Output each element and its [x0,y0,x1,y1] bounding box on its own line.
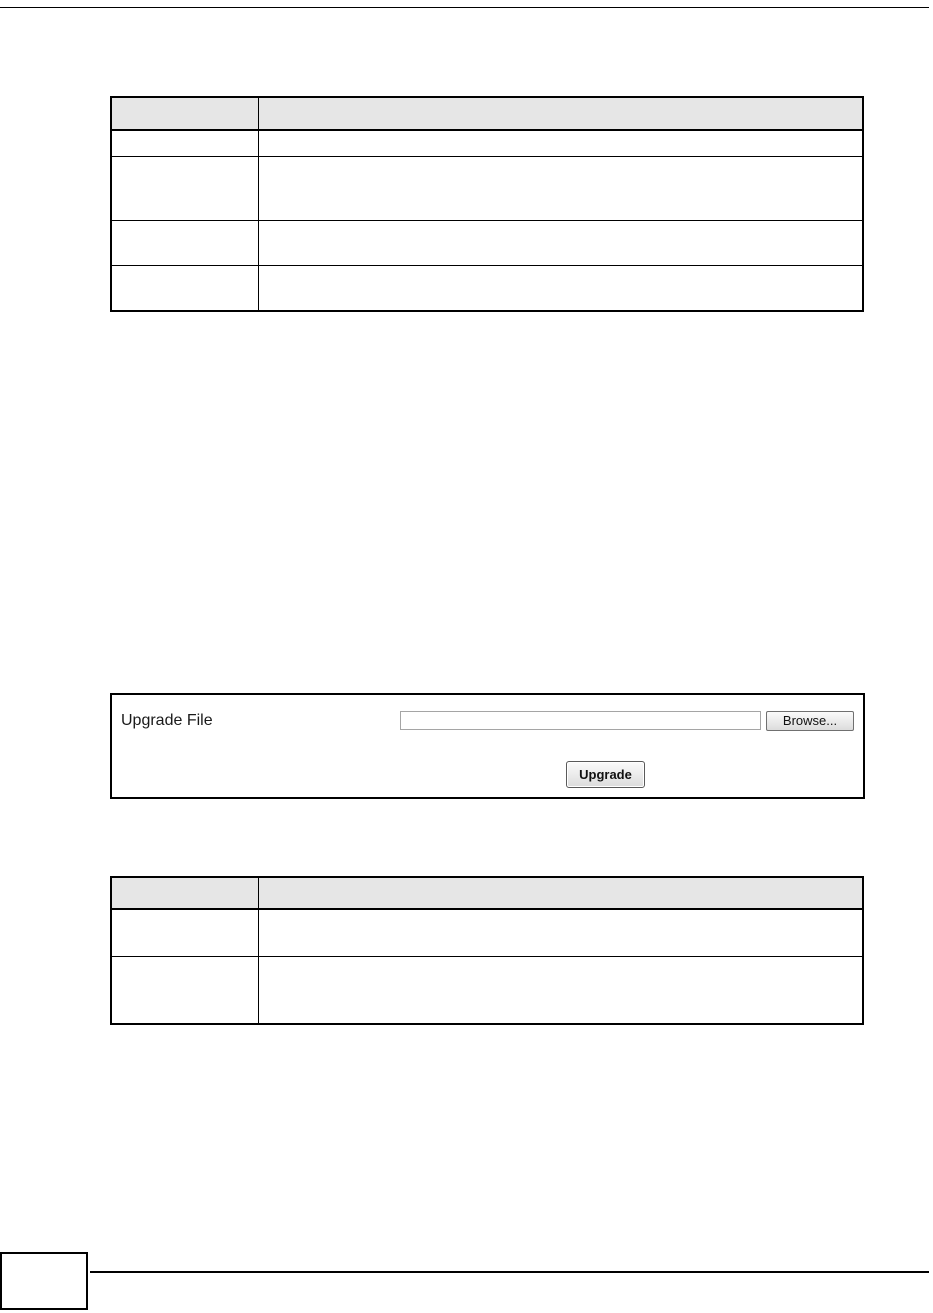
table-header-row [111,97,863,130]
table-row [111,909,863,956]
footer-rule [90,1271,929,1273]
table-cell [258,156,863,220]
table-cell [111,156,258,220]
table-cell [111,265,258,311]
table-cell [258,956,863,1024]
firmware-upgrade-screenshot [110,693,865,799]
upgrade-file-label: Upgrade File [121,712,213,729]
upgrade-file-input[interactable] [400,711,761,730]
browse-button[interactable]: Browse... [766,711,854,731]
table-row [111,220,863,265]
table-header-cell [111,877,258,909]
table-header-cell [258,97,863,130]
table-header-cell [258,877,863,909]
table-cell [258,909,863,956]
table-cell [258,265,863,311]
table-row [111,156,863,220]
table-header-row [111,877,863,909]
table-cell [258,220,863,265]
table-cell [111,130,258,156]
field-description-table-1 [110,96,864,312]
table-row [111,265,863,311]
table-row [111,956,863,1024]
header-rule [0,7,929,8]
page-number-box [0,1252,88,1310]
table-cell [111,909,258,956]
table-row [111,130,863,156]
table-header-cell [111,97,258,130]
table-cell [111,956,258,1024]
table-cell [258,130,863,156]
field-description-table-2 [110,876,864,1025]
table-cell [111,220,258,265]
upgrade-button[interactable]: Upgrade [566,761,645,788]
